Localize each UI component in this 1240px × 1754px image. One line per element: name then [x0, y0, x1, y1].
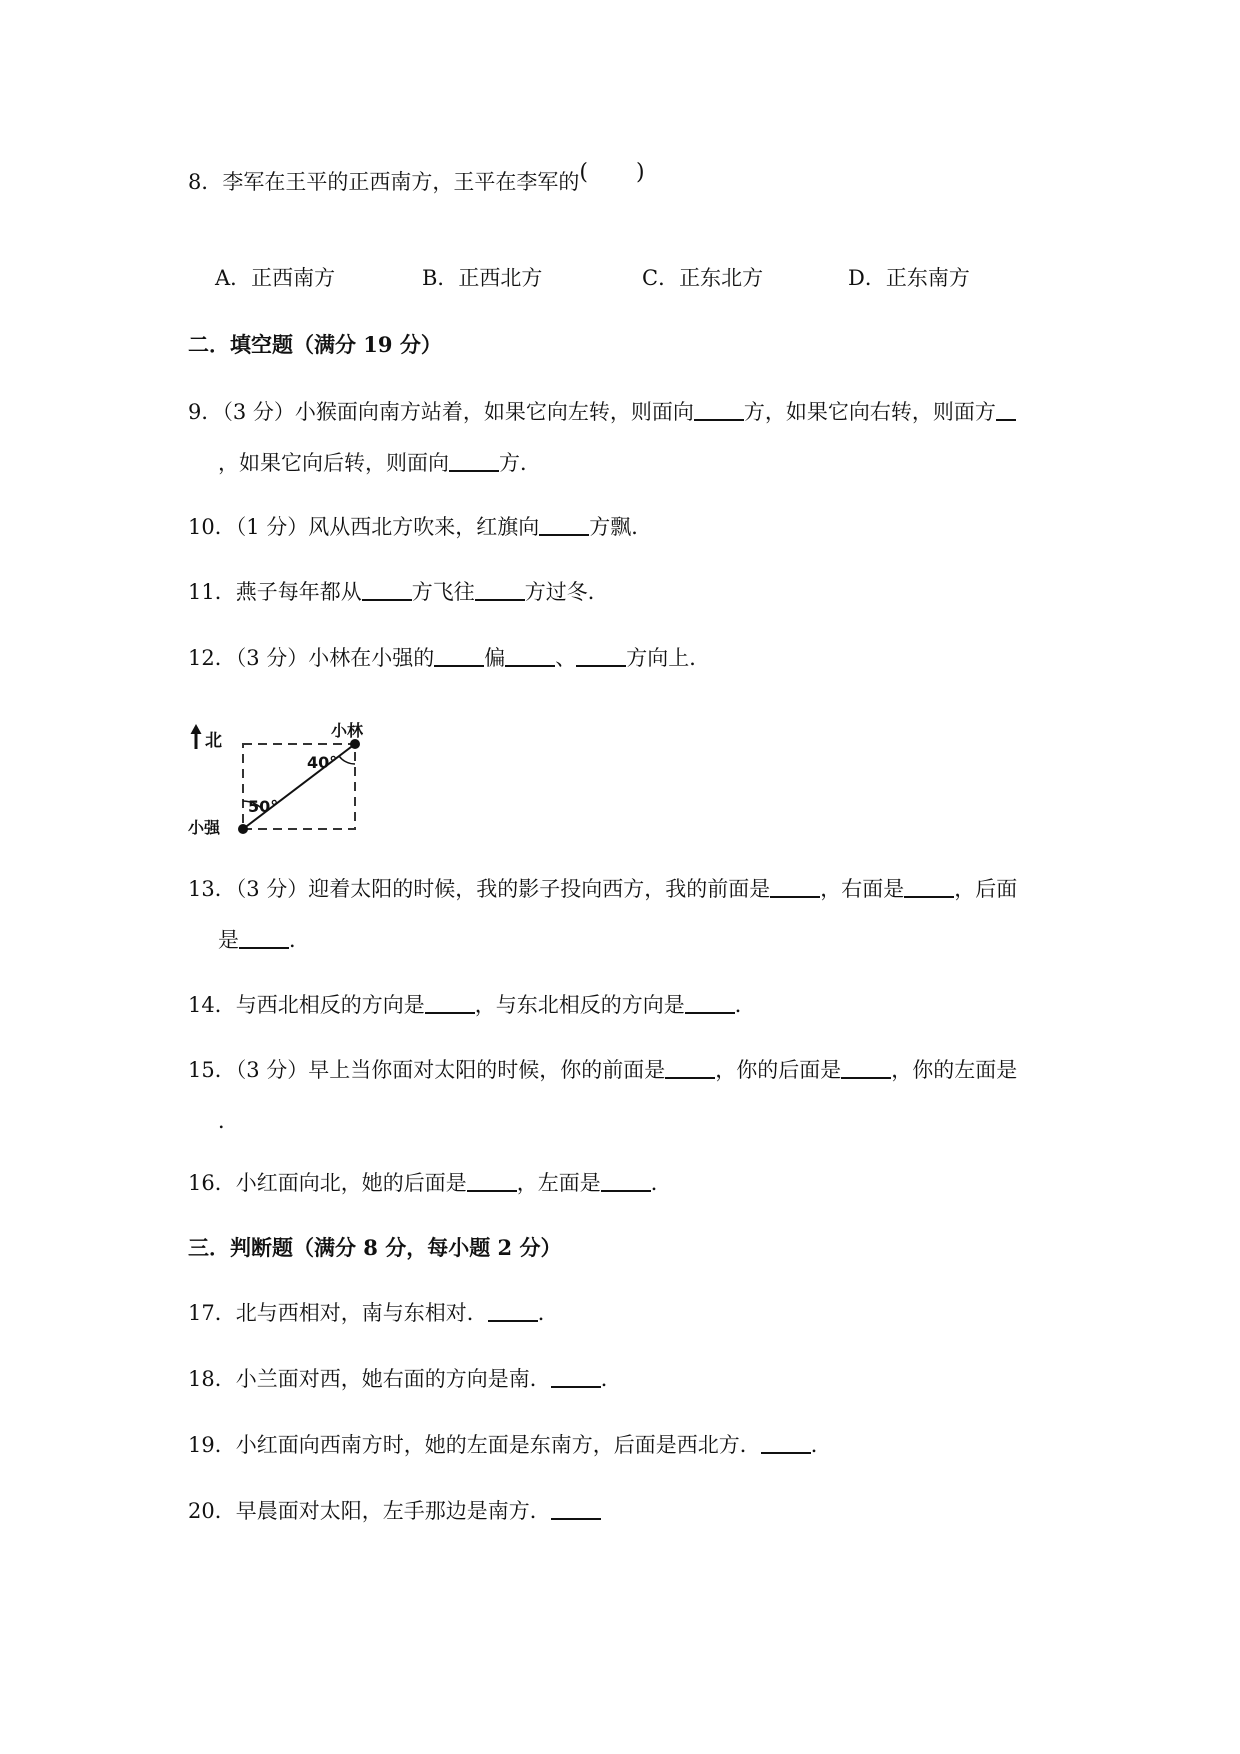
q10-text-2: 方飘．	[589, 515, 653, 539]
answer-blank[interactable]	[434, 647, 484, 667]
q14-text-2: ，与东北相反的方向是	[474, 993, 685, 1017]
q17-text-1: 17．北与西相对，南与东相对．	[188, 1301, 488, 1325]
question-9-line-1	[188, 397, 1016, 427]
option-c[interactable]: C．正东北方	[642, 266, 764, 290]
answer-blank[interactable]	[362, 581, 412, 601]
question-19	[188, 1430, 832, 1460]
section-2-title: 二．填空题（满分 19 分）	[188, 332, 442, 357]
q12-text-3: 、	[555, 646, 577, 670]
q16-text-2: ，左面是	[516, 1171, 601, 1195]
point-xiaolin	[350, 739, 360, 749]
answer-blank[interactable]	[694, 401, 744, 421]
angle-label-50: 50°	[248, 797, 279, 816]
q13-text-4: 是	[218, 928, 239, 952]
q19-text-2: ．	[810, 1433, 832, 1457]
q17-text-2: ．	[537, 1301, 559, 1325]
answer-blank[interactable]	[539, 516, 589, 536]
q14-text-3: ．	[734, 993, 756, 1017]
question-15-line-2	[218, 1106, 239, 1136]
direction-diagram	[188, 716, 388, 842]
answer-blank[interactable]	[551, 1500, 601, 1520]
q19-text-1: 19．小红面向西南方时，她的左面是东南方，后面是西北方．	[188, 1433, 761, 1457]
question-15-line-1	[188, 1055, 1017, 1085]
q9-text-4: 方．	[499, 451, 541, 475]
option-d[interactable]: D．正东南方	[848, 266, 970, 290]
angle-arc-40	[339, 756, 355, 764]
q15-text-2: ，你的后面是	[715, 1058, 842, 1082]
q15-text-1: 15．（3 分）早上当你面对太阳的时候，你的前面是	[188, 1058, 666, 1082]
question-16	[188, 1168, 672, 1198]
answer-blank[interactable]	[665, 1059, 715, 1079]
q18-text-2: ．	[600, 1367, 622, 1391]
q12-text-1: 12．（3 分）小林在小强的	[188, 646, 435, 670]
q10-text-1: 10．（1 分）风从西北方吹来，红旗向	[188, 515, 540, 539]
q16-text-3: ．	[650, 1171, 672, 1195]
question-13-line-1	[188, 874, 1017, 904]
question-14	[188, 990, 756, 1020]
question-20	[188, 1496, 601, 1526]
question-10	[188, 512, 652, 542]
q15-text-3: ，你的左面是	[891, 1058, 1018, 1082]
answer-blank[interactable]	[841, 1059, 891, 1079]
answer-blank[interactable]	[467, 1172, 517, 1192]
question-8	[188, 160, 645, 198]
answer-paren-close: )	[635, 160, 645, 185]
question-9-line-2	[218, 448, 541, 478]
answer-blank[interactable]	[239, 929, 289, 949]
q12-text-2: 偏	[484, 646, 506, 670]
q18-text-1: 18．小兰面对西，她右面的方向是南．	[188, 1367, 551, 1391]
q9-text-2: 方，如果它向右转，则面方	[743, 400, 996, 424]
q20-text-1: 20．早晨面对太阳，左手那边是南方．	[188, 1499, 551, 1523]
q13-text-1: 13．（3 分）迎着太阳的时候，我的影子投向西方，我的前面是	[188, 877, 771, 901]
answer-blank[interactable]	[488, 1302, 538, 1322]
q13-text-3: ，后面	[954, 877, 1018, 901]
answer-blank[interactable]	[601, 1172, 651, 1192]
question-17	[188, 1298, 559, 1328]
q11-text-1: 11．燕子每年都从	[188, 580, 362, 604]
q11-text-3: 方过冬．	[524, 580, 609, 604]
q9-text-3: ，如果它向后转，则面向	[218, 451, 449, 475]
answer-blank[interactable]	[770, 878, 820, 898]
option-a[interactable]: A．正西南方	[215, 266, 336, 290]
answer-blank[interactable]	[551, 1368, 601, 1388]
label-xiaoqiang: 小强	[188, 818, 221, 837]
question-13-line-2	[218, 925, 310, 955]
option-b[interactable]: B．正西北方	[422, 266, 543, 290]
answer-blank[interactable]	[449, 452, 499, 472]
q14-text-1: 14．与西北相反的方向是	[188, 993, 425, 1017]
north-arrow-icon	[191, 724, 202, 749]
q12-text-4: 方向上．	[626, 646, 711, 670]
q13-text-2: ，右面是	[820, 877, 905, 901]
angle-label-40: 40°	[307, 753, 338, 772]
answer-blank[interactable]	[996, 401, 1016, 421]
answer-paren-open: (	[579, 160, 588, 185]
q15-text-4: ．	[218, 1109, 239, 1133]
answer-blank[interactable]	[475, 581, 525, 601]
section-3-title: 三．判断题（满分 8 分，每小题 2 分）	[188, 1235, 562, 1260]
north-label: 北	[205, 731, 222, 751]
label-xiaolin: 小林	[331, 721, 364, 740]
q16-text-1: 16．小红面向北，她的后面是	[188, 1171, 467, 1195]
q9-text-1: 9．（3 分）小猴面向南方站着，如果它向左转，则面向	[188, 400, 694, 424]
answer-blank[interactable]	[904, 878, 954, 898]
question-8-text: 8．李军在王平的正西南方，王平在李军的	[188, 170, 580, 194]
answer-blank[interactable]	[425, 994, 475, 1014]
connecting-line	[243, 744, 355, 829]
q13-text-5: ．	[289, 928, 310, 952]
answer-blank[interactable]	[761, 1434, 811, 1454]
answer-blank[interactable]	[685, 994, 735, 1014]
point-xiaoqiang	[238, 824, 248, 834]
question-12	[188, 643, 710, 673]
q11-text-2: 方飞往	[411, 580, 475, 604]
question-11	[188, 577, 609, 607]
answer-blank[interactable]	[505, 647, 555, 667]
answer-blank[interactable]	[576, 647, 626, 667]
question-18	[188, 1364, 622, 1394]
